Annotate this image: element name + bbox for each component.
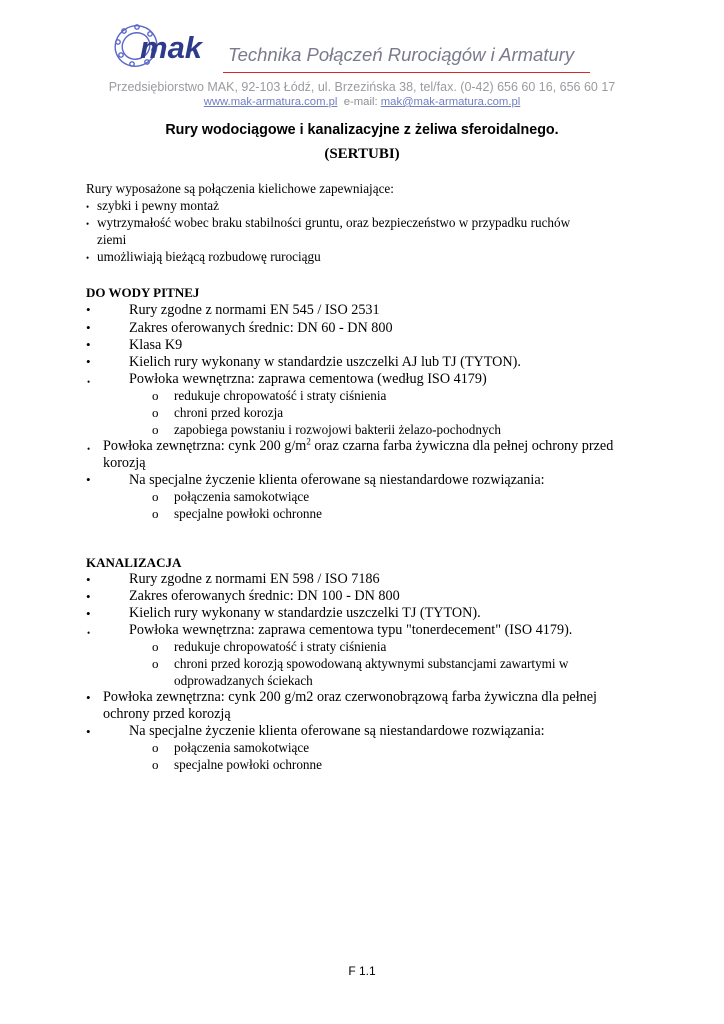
sewer-inner-sub: redukuje chropowatość i straty ciśnienia (174, 639, 387, 654)
sub-bullet-glyph: o (152, 489, 159, 504)
drinking-inner-sub: redukuje chropowatość i straty ciśnienia (174, 388, 387, 403)
intro-bullet: umożliwiają bieżącą rozbudowę rurociągu (97, 249, 321, 264)
bullet-glyph: • (86, 219, 90, 229)
bullet-glyph: • (86, 572, 91, 587)
company-logo (112, 22, 220, 72)
email-label: e-mail: (343, 96, 378, 108)
bullet-glyph: • (86, 690, 91, 705)
bullet-glyph: • (87, 628, 91, 638)
bullet-glyph: • (86, 302, 91, 317)
email-link[interactable]: mak@mak-armatura.com.pl (380, 96, 521, 108)
sewer-inner-sub-continuation: odprowadzanych ściekach (174, 673, 313, 688)
bullet-glyph: • (86, 320, 91, 335)
sewer-outer-coating: Powłoka zewnętrzna: cynk 200 g/m2 oraz czerwonobrązową farba żywiczna dla pełnej (103, 689, 597, 705)
intro-bullet-continuation: ziemi (97, 232, 127, 247)
drinking-item: Kielich rury wykonany w standardzie uszczelki AJ lub TJ (TYTON). (129, 354, 521, 370)
contact-line (0, 96, 724, 108)
sewer-special-sub: specjalne powłoki ochronne (174, 757, 322, 772)
drinking-inner-sub: chroni przed korozja (174, 405, 284, 420)
website-link[interactable]: www.mak-armatura.com.pl (203, 96, 338, 108)
sub-bullet-glyph: o (152, 405, 159, 420)
sub-bullet-glyph: o (152, 639, 159, 654)
drinking-item: Powłoka wewnętrzna: zaprawa cementowa (według ISO 4179) (129, 371, 487, 387)
company-tagline: Technika Połączeń Rurociągów i Armatury (228, 44, 575, 65)
drinking-inner-sub: zapobiega powstaniu i rozwojowi bakterii żelazo-pochodnych (174, 422, 502, 437)
section-heading-drinking-water: DO WODY PITNEJ (86, 285, 200, 300)
drinking-item: Rury zgodne z normami EN 545 / ISO 2531 (129, 302, 380, 318)
drinking-outer-coating: Powłoka zewnętrzna: cynk 200 $g/m^2$ oraz czarna farba żywiczna dla pełnej ochrony przed (103, 436, 614, 454)
drinking-item: Zakres oferowanych średnic: DN 60 - DN 800 (129, 320, 393, 336)
drinking-outer-coating-continuation: korozją (103, 455, 146, 471)
sewer-special-sub: połączenia samokotwiące (174, 740, 310, 755)
page-code: F 1.1 (348, 964, 376, 978)
header-divider (223, 72, 590, 73)
sewer-item: Zakres oferowanych średnic: DN 100 - DN 800 (129, 588, 400, 604)
drinking-special-sub: specjalne powłoki ochronne (174, 506, 322, 521)
sub-bullet-glyph: o (152, 656, 159, 671)
drinking-special-sub: połączenia samokotwiące (174, 489, 310, 504)
sewer-outer-coating-continuation: ochrony przed korozją (103, 706, 231, 722)
sub-bullet-glyph: o (152, 506, 159, 521)
document-subtitle: (SERTUBI) (324, 146, 400, 162)
bullet-glyph: • (86, 724, 91, 739)
bullet-glyph: • (86, 472, 91, 487)
intro-lead: Rury wyposażone są połączenia kielichowe zapewniające: (86, 181, 394, 196)
sewer-inner-sub: chroni przed korozją spowodowaną aktywnymi substancjami zawartymi w (174, 656, 569, 671)
bullet-glyph: • (86, 606, 91, 621)
sewer-item: Rury zgodne z normami EN 598 / ISO 7186 (129, 571, 380, 587)
section-heading-sewer: KANALIZACJA (86, 555, 182, 570)
company-address: Przedsiębiorstwo MAK, 92-103 Łódź, ul. Brzezińska 38, tel/fax. (0-42) 656 60 16, 656 60 17 (108, 80, 616, 94)
document-title: Rury wodociągowe i kanalizacyjne z żeliwa sferoidalnego. (165, 122, 559, 138)
sub-bullet-glyph: o (152, 740, 159, 755)
sewer-item: Powłoka wewnętrzna: zaprawa cementowa typu "tonerdecement" (ISO 4179). (129, 622, 573, 638)
bullet-glyph: • (86, 253, 90, 263)
intro-bullet: szybki i pewny montaż (97, 198, 219, 213)
drinking-item: Klasa K9 (129, 337, 183, 353)
intro-bullet: wytrzymałość wobec braku stabilności gruntu, oraz bezpieczeństwo w przypadku ruchów (97, 215, 571, 230)
sewer-special: Na specjalne życzenie klienta oferowane są niestandardowe rozwiązania: (129, 723, 545, 739)
drinking-special: Na specjalne życzenie klienta oferowane są niestandardowe rozwiązania: (129, 472, 545, 488)
bullet-glyph: • (86, 337, 91, 352)
bullet-glyph: • (87, 377, 91, 387)
bullet-glyph: • (86, 589, 91, 604)
logo-wordmark: mak (140, 30, 203, 65)
sub-bullet-glyph: o (152, 757, 159, 772)
sub-bullet-glyph: o (152, 388, 159, 403)
bullet-glyph: • (86, 354, 91, 369)
sub-bullet-glyph: o (152, 422, 159, 437)
sewer-item: Kielich rury wykonany w standardzie uszczelki TJ (TYTON). (129, 605, 481, 621)
bullet-glyph: • (87, 444, 91, 454)
bullet-glyph: • (86, 202, 90, 212)
